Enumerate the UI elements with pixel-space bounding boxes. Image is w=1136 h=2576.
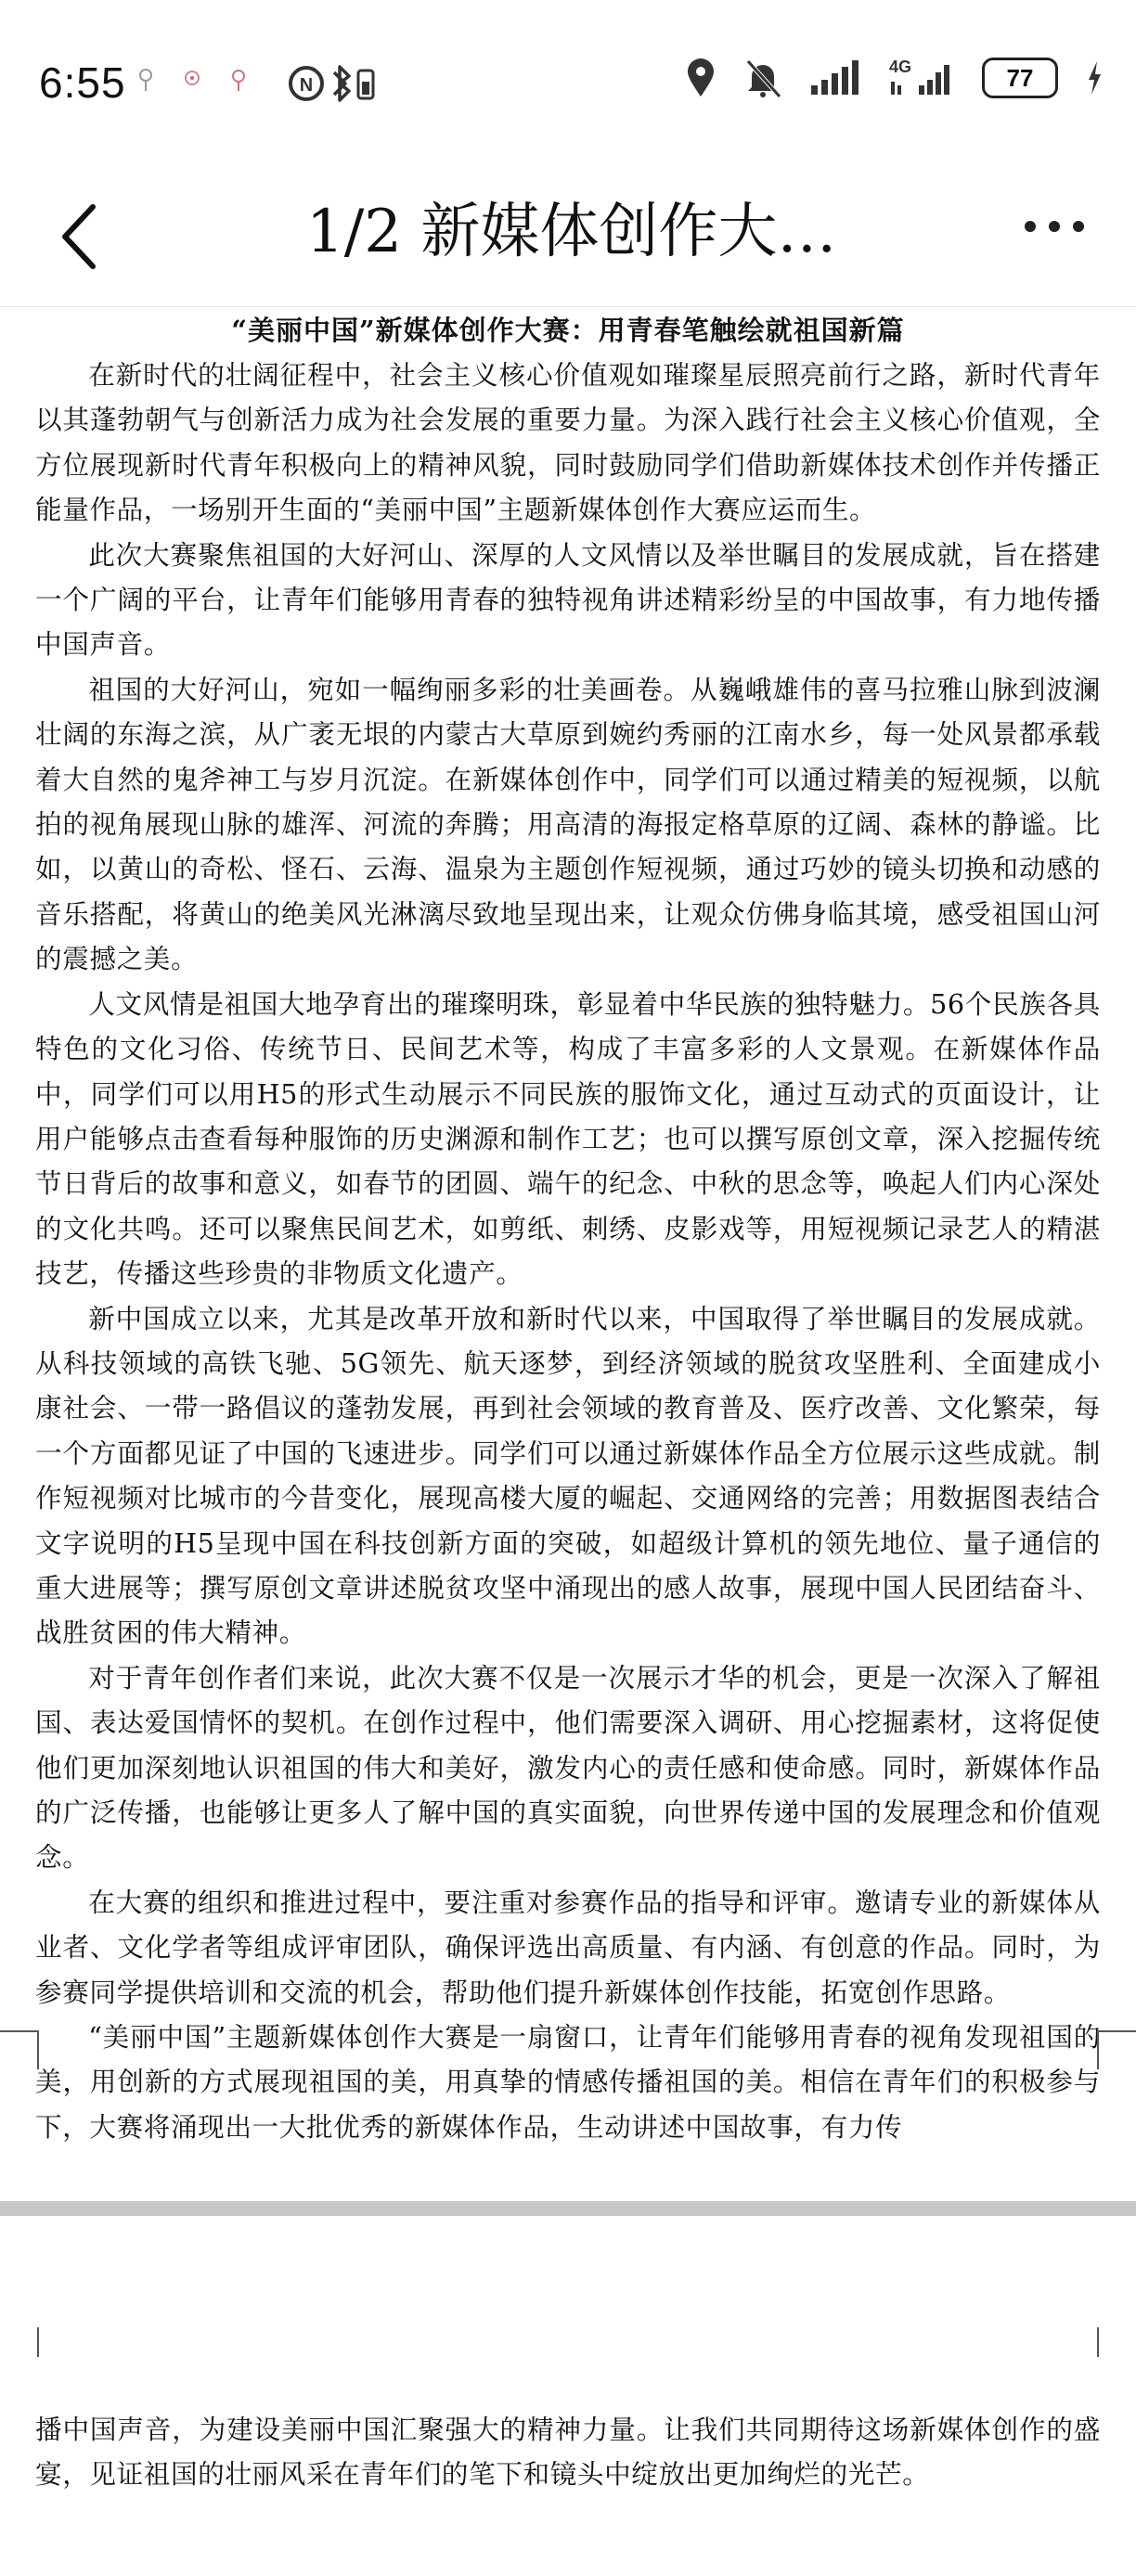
paragraph: 对于青年创作者们来说，此次大赛不仅是一次展示才华的机会，更是一次深入了解祖国、表达爱国情怀的契机。在创作过程中，他们需要深入调研、用心挖掘素材，这将促使他们更加深刻地认识祖国的伟大和美好，激发内心的责任感和使命感。同时，新媒体作品的广泛传播，也能够让更多人了解中国的真实面貌，向世界传递中国的发展理念和价值观念。: [35, 1661, 1101, 1874]
charging-icon: [1086, 59, 1103, 97]
paragraph: “美丽中国”主题新媒体创作大赛是一扇窗口，让青年们能够用青春的视角发现祖国的美，用创新的方式展现祖国的美，用真挚的情感传播祖国的美。相信在青年们的积极参与下，大赛将涌现出一大批优秀的新媒体作品，生动讲述中国故事，有力传: [35, 2021, 1101, 2143]
document-page-2: [0, 2357, 1136, 2576]
paragraph: 人文风情是祖国大地孕育出的璀璨明珠，彰显着中华民族的独特魅力。56个民族各具特色的文化习俗、传统节日、民间艺术等，构成了丰富多彩的人文景观。在新媒体作品中，同学们可以用H5的形式生动展示不同民族的服饰文化，通过互动式的页面设计，让用户能够点击查看每种服饰的历史渊源和制作工艺；也可以撰写原创文章，深入挖掘传统节日背后的故事和意义，如春节的团圆、端午的纪念、中秋的思念等，唤起人们内心深处的文化共鸣。还可以聚焦民间艺术，如剪纸、刺绣、皮影戏等，用短视频记录艺人的精湛技艺，传播这些珍贵的非物质文化遗产。: [35, 987, 1101, 1290]
paragraph: 祖国的大好河山，宛如一幅绚丽多彩的壮美画卷。从巍峨雄伟的喜马拉雅山脉到波澜壮阔的东海之滨，从广袤无垠的内蒙古大草原到婉约秀丽的江南水乡，每一处风景都承载着大自然的鬼斧神工与岁月沉淀。在新媒体创作中，同学们可以通过精美的短视频，以航拍的视角展现山脉的雄浑、河流的奔腾；用高清的海报定格草原的辽阔、森林的静谧。比如，以黄山的奇松、怪石、云海、温泉为主题创作短视频，通过巧妙的镜头切换和动感的音乐搭配，将黄山的绝美风光淋漓尽致地呈现出来，让观众仿佛身临其境，感受祖国山河的震撼之美。: [35, 673, 1101, 975]
document-toolbar: [0, 167, 1136, 307]
page-separator: [0, 2201, 1136, 2216]
nfc-icon: [288, 63, 377, 104]
paragraph: 在大赛的组织和推进过程中，要注重对参赛作品的指导和评审。邀请专业的新媒体从业者、文化学者等组成评审团队，确保评选出高质量、有内涵、有创意的作品。同时，为参赛同学提供培训和交流的机会，帮助他们提升新媒体创作技能，拓宽创作思路。: [35, 1886, 1101, 2008]
document-title: 1/2 新媒体创作大…: [306, 198, 837, 266]
document-heading: “美丽中国”新媒体创作大赛：用青春笔触绘就祖国新篇: [231, 315, 905, 346]
status-right: [685, 58, 1103, 98]
more-horizontal-icon[interactable]: [1025, 221, 1084, 232]
signal-icon: [809, 59, 861, 97]
page-corner-mark: [1097, 2030, 1136, 2069]
page-corner-mark: [0, 2030, 39, 2069]
paragraph: 新中国成立以来，尤其是改革开放和新时代以来，中国取得了举世瞩目的发展成就。从科技领域的高铁飞驰、5G领先、航天逐梦，到经济领域的脱贫攻坚胜利、全面建成小康社会、一带一路倡议的蓬勃发展，再到社会领域的教育普及、医疗改善、文化繁荣，每一个方面都见证了中国的飞速进步。同学们可以通过新媒体作品全方位展示这些成就。制作短视频对比城市的今昔变化，展现高楼大厦的崛起、交通网络的完善；用数据图表结合文字说明的H5呈现中国在科技创新方面的突破，如超级计算机的领先地位、量子通信的重大进展等；撰写原创文章讲述脱贫攻坚中涌现出的感人故事，展现中国人民团结奋斗、战胜贫困的伟大精神。: [35, 1302, 1101, 1649]
notification-dot-icon: [182, 67, 202, 95]
battery-level: 77: [1006, 63, 1034, 92]
status-bar: [0, 0, 1136, 167]
notification-dot-icon: [228, 67, 249, 95]
document-page-1: [0, 308, 1136, 2143]
chevron-left-icon[interactable]: [52, 200, 108, 274]
signal-4g-icon: [889, 58, 954, 98]
clock: 6:55: [39, 58, 126, 107]
mute-icon: [744, 58, 781, 98]
paragraph-continuation: 播中国声音，为建设美丽中国汇聚强大的精神力量。让我们共同期待这场新媒体创作的盛宴，见证祖国的壮丽风采在青年们的笔下和镜头中绽放出更加绚烂的光芒。: [35, 2414, 1101, 2491]
svg-text:N: N: [299, 75, 314, 96]
notification-icons: [136, 67, 249, 95]
paragraph: 在新时代的壮阔征程中，社会主义核心价值观如璀璨星辰照亮前行之路，新时代青年以其蓬勃朝气与创新活力成为社会发展的重要力量。为深入践行社会主义核心价值观，全方位展现新时代青年积极向上的精神风貌，同时鼓励同学们借助新媒体技术创作并传播正能量作品，一场别开生面的“美丽中国”主题新媒体创作大赛应运而生。: [35, 359, 1101, 526]
battery-icon: [982, 58, 1058, 98]
location-icon: [685, 58, 716, 98]
paragraph: 此次大赛聚焦祖国的大好河山、深厚的人文风情以及举世瞩目的发展成就，旨在搭建一个广阔的平台，让青年们能够用青春的独特视角讲述精彩纷呈的中国故事，有力地传播中国声音。: [35, 538, 1101, 661]
network-type: 4G: [889, 58, 912, 76]
notification-dot-icon: [136, 67, 156, 95]
